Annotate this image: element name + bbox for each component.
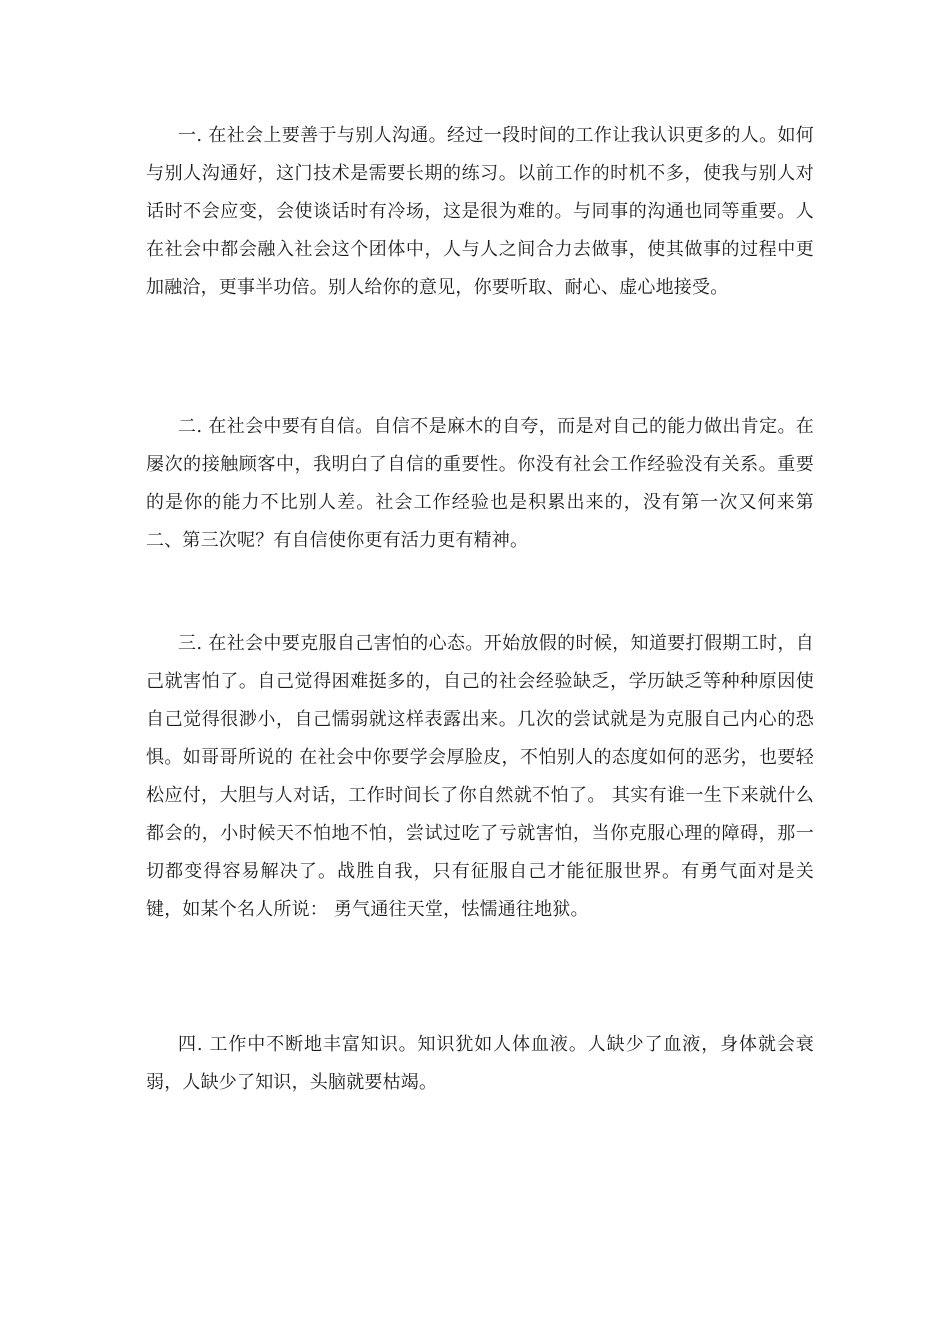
paragraph-confidence: 二. 在社会中要有自信。自信不是麻木的自夸，而是对自己的能力做出肯定。在屡次的接触顾客中，我明白了自信的重要性。你没有社会工作经验没有关系。重要的是你的能力不比别人差。社会工作经验也是积累出来的，没有第一次又何来第二、第三次呢？有自信使你更有活力更有精神。 [146, 416, 814, 551]
paragraph-communication: 一. 在社会上要善于与别人沟通。经过一段时间的工作让我认识更多的人。如何与别人沟通好，这门技术是需要长期的练习。以前工作的时机不多，使我与别人对话时不会应变，会使谈话时有冷场，这是很为难的。与同事的沟通也同等重要。人在社会中都会融入社会这个团体中，人与人之间合力去做事，使其做事的过程中更加融洽，更事半功倍。别人给你的意见，你要听取、耐心、虚心地接受。 [146, 125, 814, 298]
paragraph-overcoming-fear: 三. 在社会中要克服自己害怕的心态。开始放假的时候，知道要打假期工时，自己就害怕了。自己觉得困难挺多的，自己的社会经验缺乏，学历缺乏等种种原因使自己觉得很渺小，自己懦弱就这样表露出来。几次的尝试就是为克服自己内心的恐惧。如哥哥所说的 在社会中你要学会厚脸皮，不怕别人的态度如何的恶劣，也要轻松应付，大胆与人对话，工作时间长了你自然就不怕了。 其实有谁一生下来就什么都会的，小时候天不怕地不怕，尝试过吃了亏就害怕，当你克服心理的障碍，那一切都变得容易解决了。战胜自我，只有征服自己才能征服世界。有勇气面对是关键，如某个名人所说： 勇气通往天堂，怯懦通往地狱。 [146, 633, 814, 920]
paragraph-knowledge: 四. 工作中不断地丰富知识。知识犹如人体血液。人缺少了血液，身体就会衰弱，人缺少了知识，头脑就要枯竭。 [146, 1034, 814, 1093]
